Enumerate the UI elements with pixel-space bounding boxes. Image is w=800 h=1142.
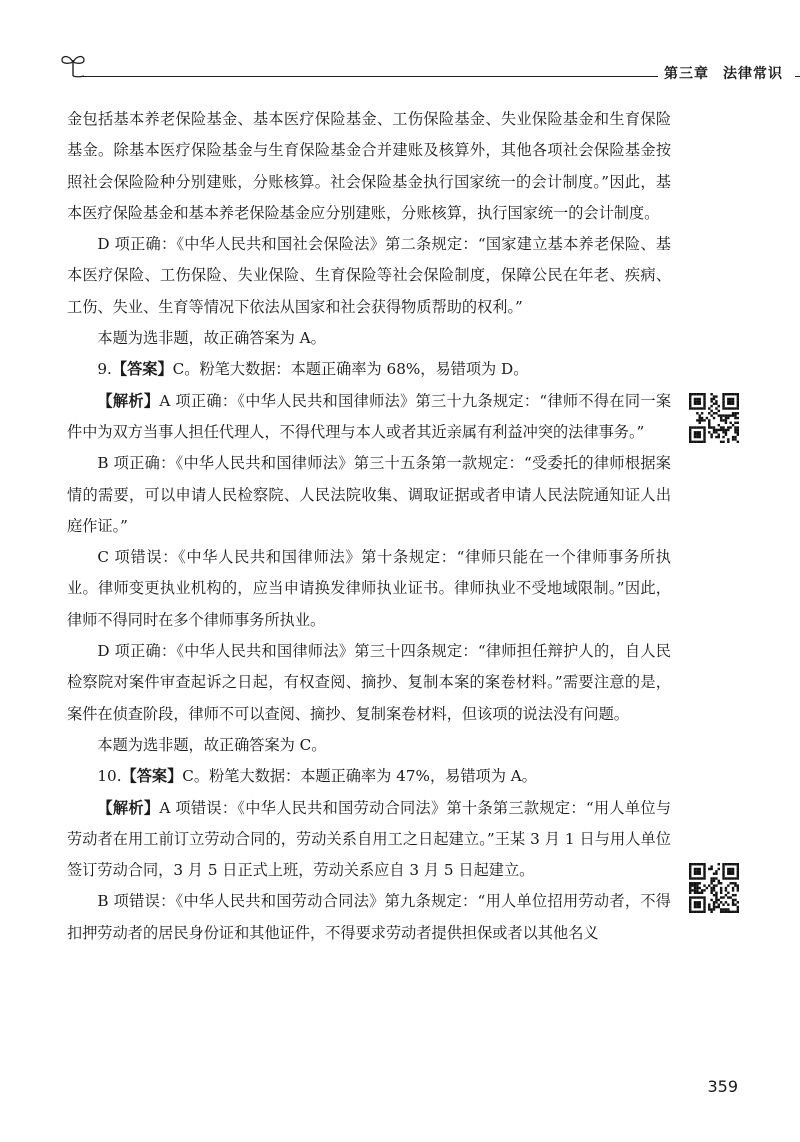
question-number: 9. [97,360,112,379]
paragraph: D 项正确：《中华人民共和国律师法》第三十四条规定：“律师担任辩护人的，自人民检察院对案件审查起诉之日起，有权查阅、摘抄、复制本案的案卷材料。”需要注意的是，案件在侦查阶段，律师不可以查阅、摘抄、复制案卷材料，但该项的说法没有问题。 [67,642,671,723]
answer-9 [67,354,671,385]
chapter-heading [664,63,797,83]
paragraph: 金包括基本养老保险基金、基本医疗保险基金、工伤保险基金、失业保险基金和生育保险基金。除基本医疗保险基金与生育保险基金合并建账及核算外，其他各项社会保险基金按照社会保险险种分别建账，分账核算。社会保险基金执行国家统一的会计制度。”因此，基本医疗保险基金和基本养老保险基金应分别建账，分账核算，执行国家统一的会计制度。 [67,110,671,222]
page-header [60,50,800,90]
answer-10 [67,761,671,792]
header-rule [82,76,658,77]
analysis-text: A 项错误：《中华人民共和国劳动合同法》第十条第三款规定：“用人单位与劳动者在用工前订立劳动合同的，劳动关系自用工之日起建立。”王某 3 月 1 日与用人单位签订劳动合同，3 月 5 日正式上班，劳动关系应自 3 月 5 日起建立。 [67,798,672,880]
paragraph: B 项正确：《中华人民共和国律师法》第三十五条第一款规定：“受委托的律师根据案情的需要，可以申请人民检察院、人民法院收集、调取证据或者申请人民法院通知证人出庭作证。” [67,454,671,535]
analysis-9 [67,386,671,449]
analysis-label: 【解析】 [97,798,160,817]
analysis-label: 【解析】 [97,391,160,410]
paragraph: B 项错误：《中华人民共和国劳动合同法》第九条规定：“用人单位招用劳动者，不得扣押劳动者的居民身份证和其他证件，不得要求劳动者提供担保或者以其他名义 [67,892,671,942]
question-number: 10. [97,767,122,786]
analysis-10 [67,793,671,887]
header-rule-right [795,76,800,77]
answer-label: 【答案】 [111,360,173,379]
answer-text: C。粉笔大数据：本题正确率为 68%，易错项为 D。 [172,360,529,379]
chapter-title: 法律常识 [723,66,783,82]
analysis-text: A 项正确：《中华人民共和国律师法》第三十九条规定：“律师不得在同一案件中为双方当事人担任代理人，不得代理与本人或者其近亲属有利益冲突的法律事务。” [67,391,672,441]
answer-text: C。粉笔大数据：本题正确率为 47%，易错项为 A。 [182,767,537,786]
answer-label: 【答案】 [121,767,183,786]
sprout-icon [60,50,86,78]
qr-code-icon[interactable] [689,863,739,913]
chapter-number: 第三章 [664,66,709,82]
paragraph: 本题为选非题，故正确答案为 C。 [97,735,327,754]
paragraph: D 项正确：《中华人民共和国社会保险法》第二条规定：“国家建立基本养老保险、基本医疗保险、工伤保险、失业保险、生育保险等社会保险制度，保障公民在年老、疾病、工伤、失业、生育等情况下依法从国家和社会获得物质帮助的权利。” [67,235,671,316]
qr-code-icon[interactable] [689,393,739,443]
paragraph: C 项错误：《中华人民共和国律师法》第十条规定：“律师只能在一个律师事务所执业。律师变更执业机构的，应当申请换发律师执业证书。律师执业不受地域限制。”因此，律师不得同时在多个律师事务所执业。 [67,548,671,629]
answer-explanations [67,104,671,949]
page-number: 359 [707,1077,738,1096]
paragraph: 本题为选非题，故正确答案为 A。 [97,329,326,348]
